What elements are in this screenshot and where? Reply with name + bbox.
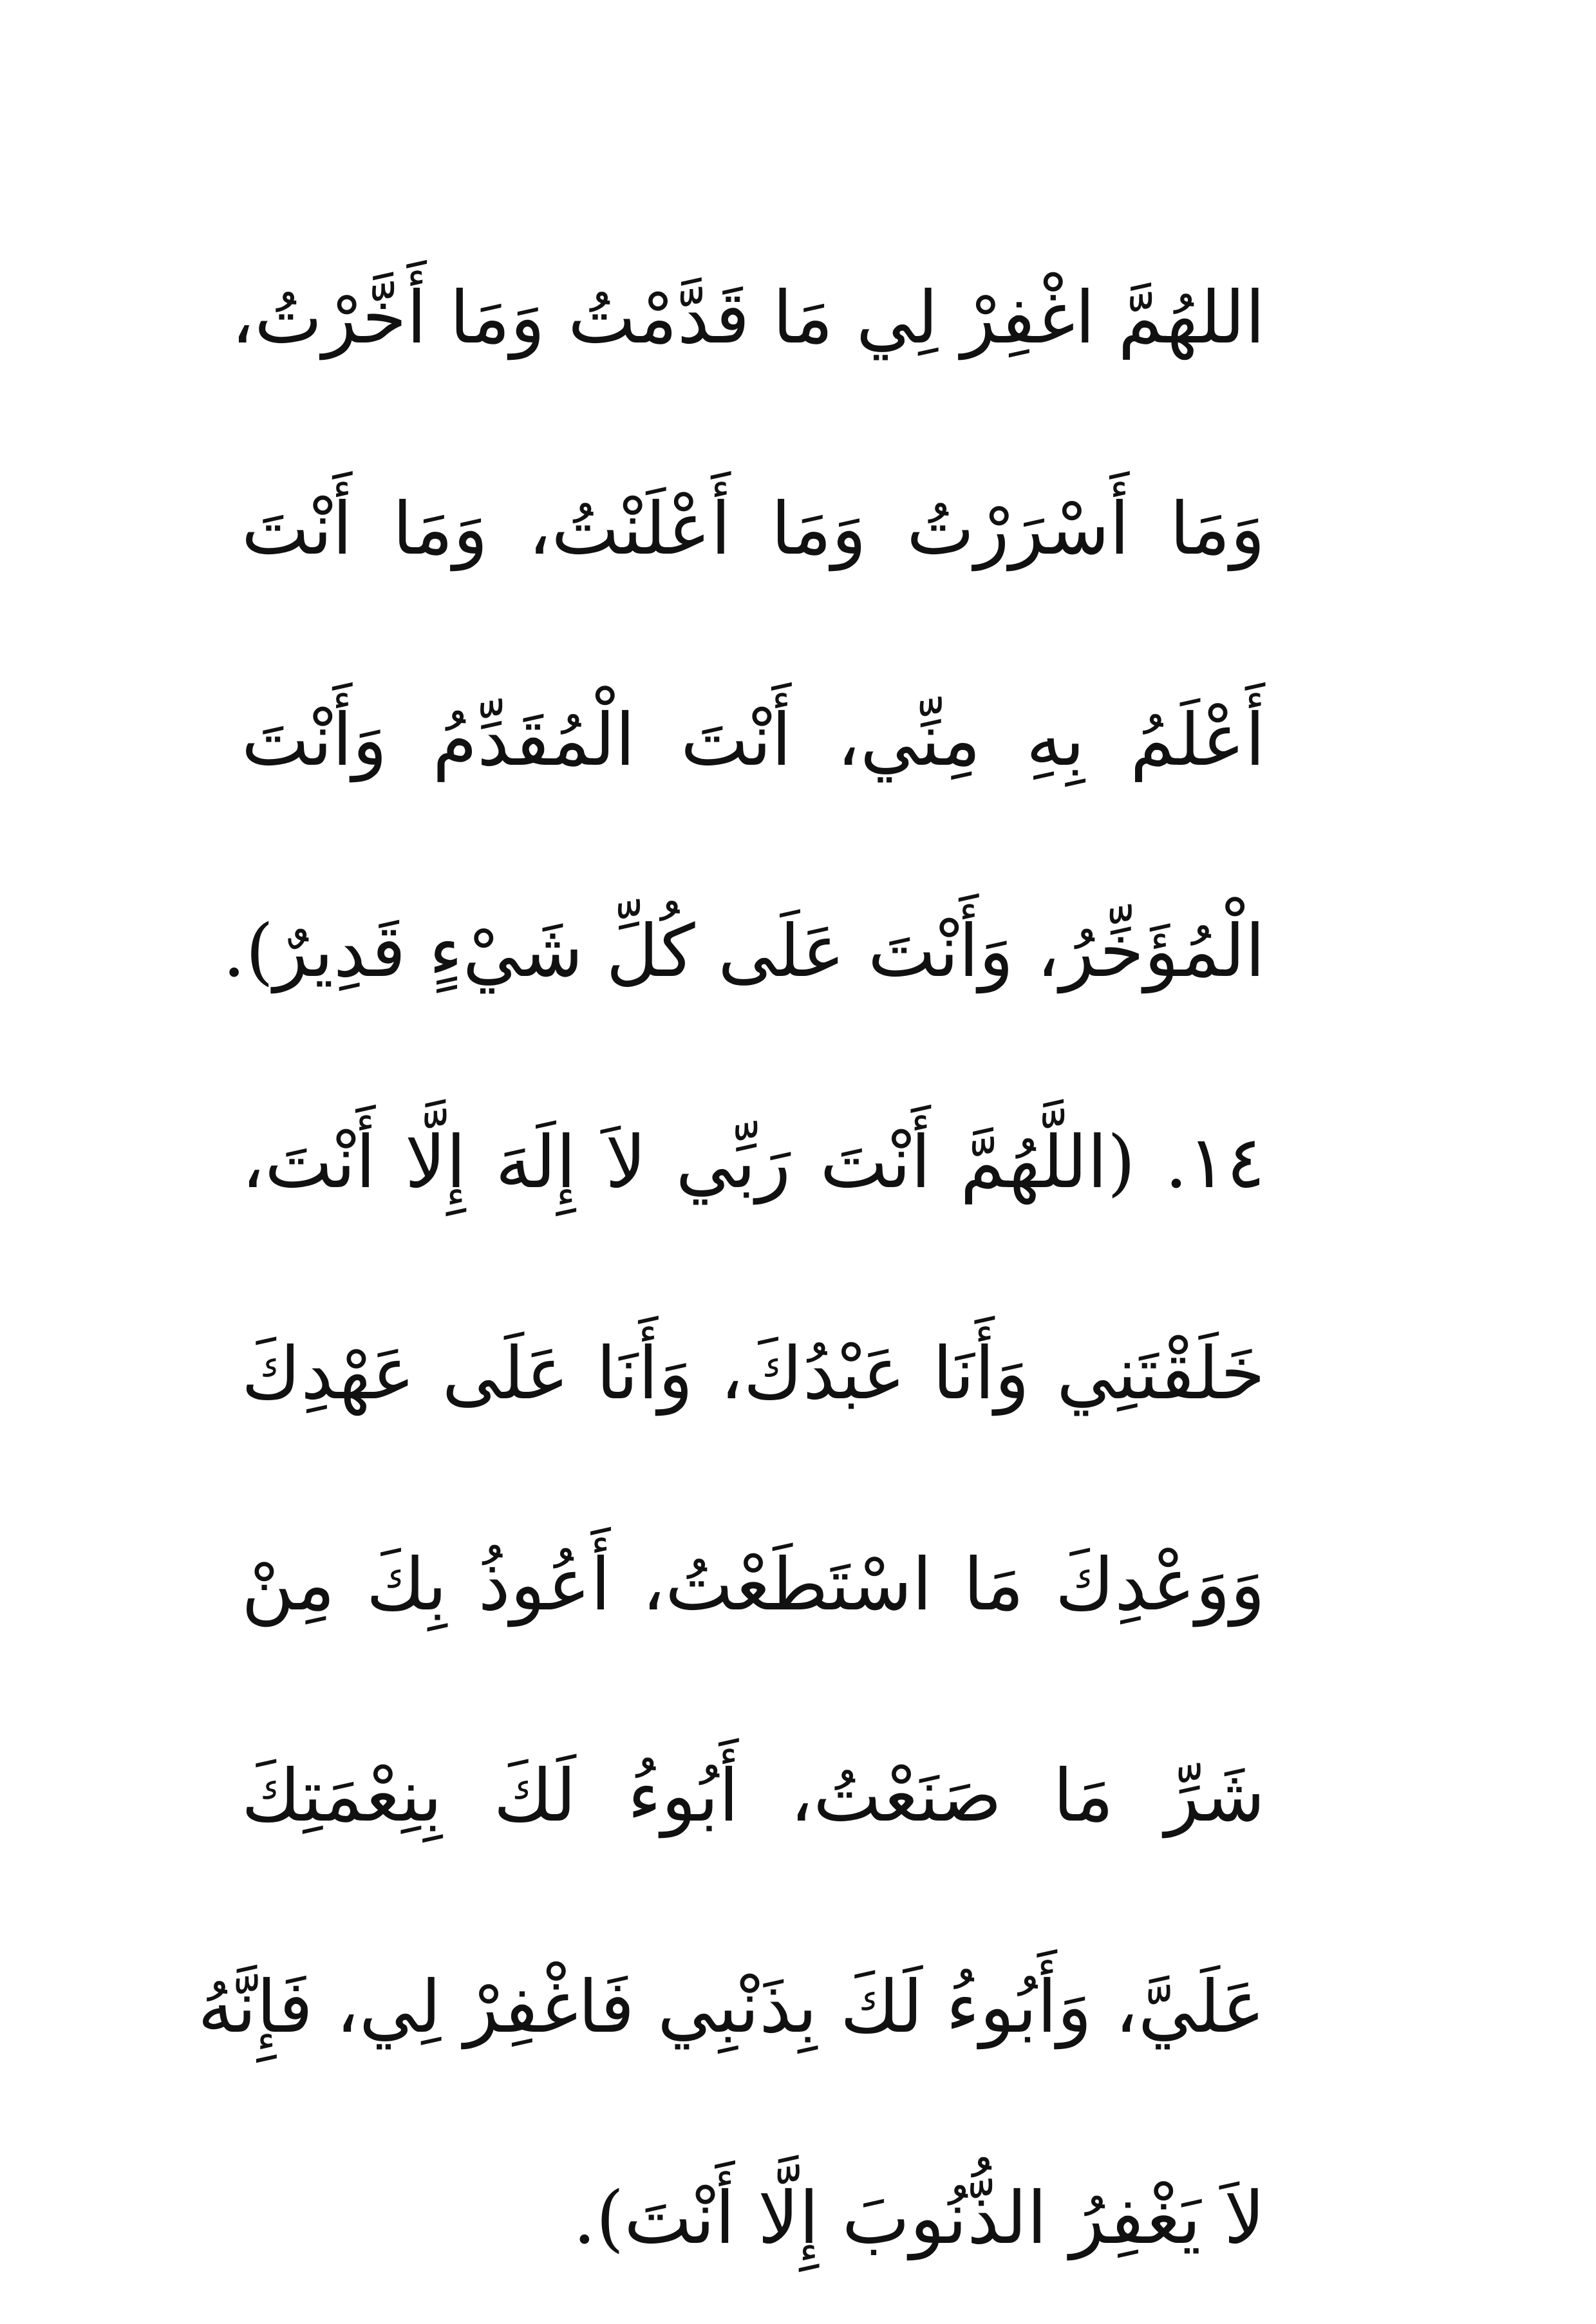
text-line-5: ١٤. (اللَّهُمَّ أَنْتَ رَبِّي لاَ إِلَهَ إِلَّا أَنْتَ، bbox=[241, 1121, 1265, 1204]
text-line-4: الْمُؤَخِّرُ، وَأَنْتَ عَلَى كُلِّ شَيْءٍ قَدِيرٌ). bbox=[222, 910, 1265, 993]
text-line-6: خَلَقْتَنِي وَأَنَا عَبْدُكَ، وَأَنَا عَلَى عَهْدِكَ bbox=[241, 1332, 1265, 1416]
text-line-8: شَرِّ مَا صَنَعْتُ، أَبُوءُ لَكَ بِنِعْمَتِكَ bbox=[241, 1754, 1265, 1838]
text-line-2: وَمَا أَسْرَرْتُ وَمَا أَعْلَنْتُ، وَمَا أَنْتَ bbox=[241, 487, 1265, 571]
text-line-10: لاَ يَغْفِرُ الذُّنُوبَ إِلَّا أَنْتَ). bbox=[573, 2177, 1265, 2260]
text-line-9: عَلَيَّ، وَأَبُوءُ لَكَ بِذَنْبِي فَاغْفِرْ لِي، فَإِنَّهُ bbox=[198, 1965, 1265, 2049]
text-line-1: اللهُمَّ اغْفِرْ لِي مَا قَدَّمْتُ وَمَا أَخَّرْتُ، bbox=[230, 276, 1265, 360]
arabic-text-block bbox=[198, 212, 1265, 2324]
text-line-7: وَوَعْدِكَ مَا اسْتَطَعْتُ، أَعُوذُ بِكَ مِنْ bbox=[241, 1543, 1265, 1627]
text-line-3: أَعْلَمُ بِهِ مِنِّي، أَنْتَ الْمُقَدِّمُ وَأَنْتَ bbox=[241, 698, 1265, 782]
